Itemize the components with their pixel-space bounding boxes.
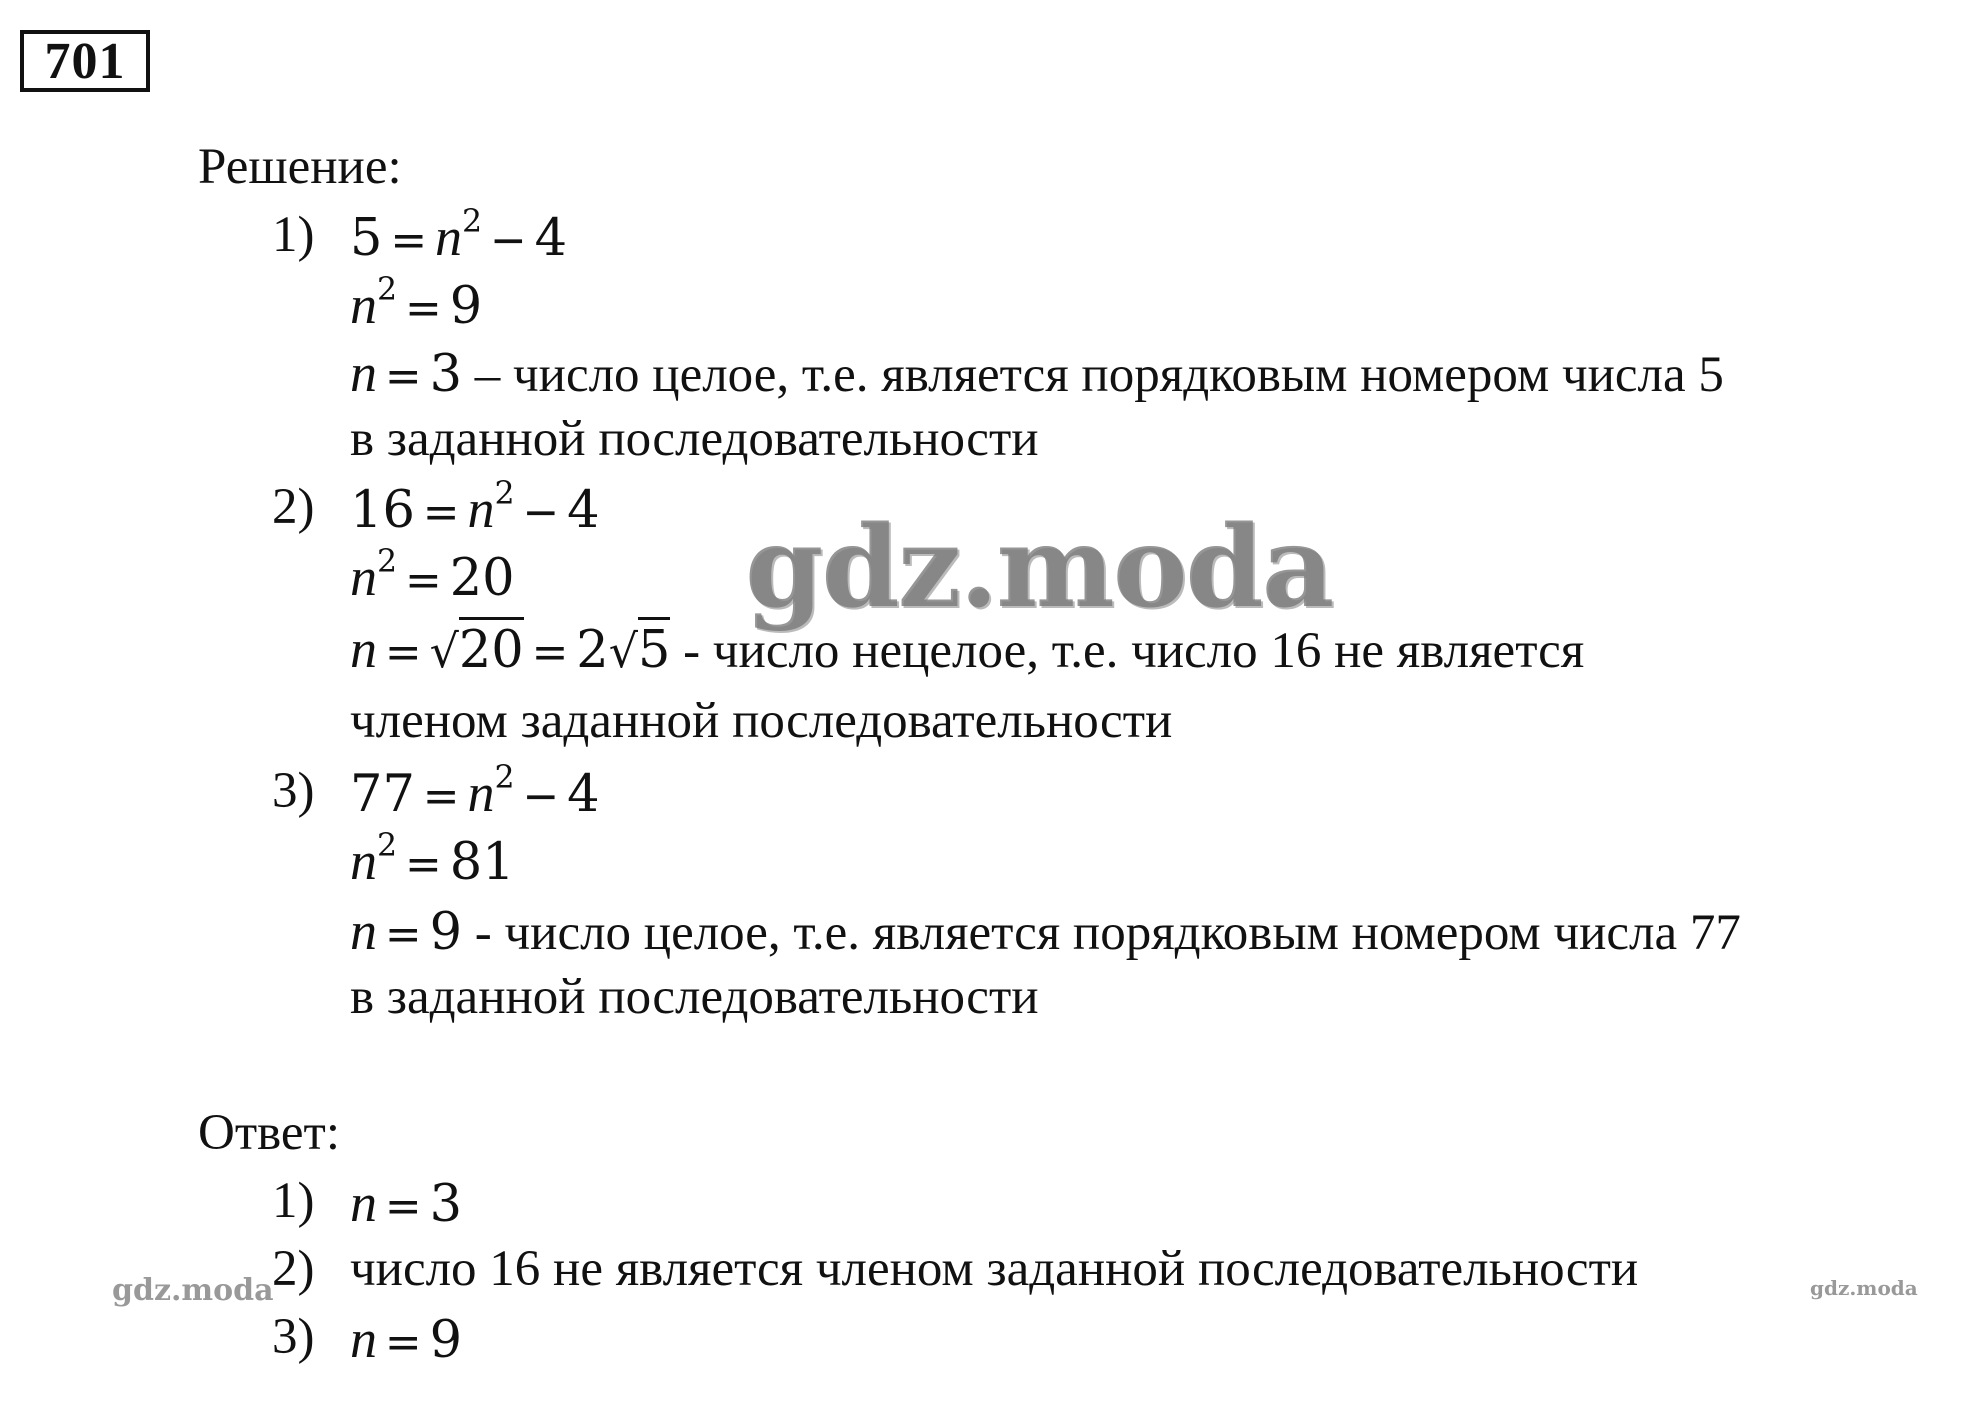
eq-lhs: 16 [350, 481, 415, 540]
step-3-square: $n^2 = 81$ [350, 828, 515, 892]
answer-2-index: 2) [272, 1241, 315, 1297]
exponent: 2 [494, 760, 515, 797]
step-3-index: 3) [272, 763, 315, 819]
answer-value: 3 [429, 1175, 463, 1234]
var-n: n [350, 1309, 378, 1369]
answer-3: n = 9 [350, 1309, 463, 1370]
var-n: n [350, 547, 378, 607]
step-1-square: $n^2 = 9$ [350, 272, 483, 336]
step-2-index: 2) [272, 479, 315, 535]
var-n: n [467, 763, 495, 823]
var-n: n [350, 275, 378, 335]
var-n: n [350, 831, 378, 891]
square-value: 20 [449, 549, 515, 608]
eq-lhs: 5 [350, 209, 383, 268]
exponent: 2 [377, 272, 398, 309]
square-value: 81 [449, 833, 515, 892]
step-1-result-cont: в заданной последовательности [350, 411, 1039, 467]
step-2-square: $n^2 = 20$ [350, 544, 515, 608]
result-value: 9 [429, 903, 463, 962]
step-1-result: n = 3 – число целое, т.е. является порядковым номером числа 5 [350, 343, 1724, 404]
step-3-result: n = 9 - число целое, т.е. является порядковым номером числа 77 [350, 901, 1741, 962]
sqrt-symbol-icon: √ [429, 624, 459, 678]
exponent: 2 [377, 828, 398, 865]
answer-3-index: 3) [272, 1309, 315, 1365]
solution-heading: Решение: [198, 139, 402, 195]
answer-heading: Ответ: [198, 1105, 340, 1161]
coefficient: 2 [576, 621, 609, 680]
answer-1: n = 3 [350, 1173, 463, 1234]
radicand: 5 [638, 617, 670, 680]
square-value: 9 [449, 277, 483, 336]
watermark-center: gdz.moda [745, 502, 1333, 633]
result-text: - число целое, т.е. является порядковым номером числа 77 [462, 905, 1741, 961]
step-1-index: 1) [272, 207, 315, 263]
exponent: 2 [494, 476, 515, 513]
var-n: n [434, 207, 463, 267]
eq-lhs: 77 [350, 765, 415, 824]
var-n: n [467, 479, 495, 539]
var-n: n [350, 619, 378, 679]
watermark-right: gdz.moda [1810, 1276, 1918, 1300]
step-3-result-cont: в заданной последовательности [350, 969, 1039, 1025]
answer-value: 9 [429, 1311, 463, 1370]
step-1-equation: $5 = n^2 - 4$ [350, 204, 568, 268]
sqrt-symbol-icon: √ [608, 624, 638, 678]
result-text: – число целое, т.е. является порядковым номером числа 5 [462, 347, 1724, 403]
eq-const: 4 [534, 209, 568, 268]
var-n: n [350, 1173, 378, 1233]
var-n: n [350, 343, 378, 403]
radicand: 20 [459, 617, 524, 680]
watermark-left: gdz.moda [112, 1273, 274, 1308]
step-3-equation: $77 = n^2 - 4$ [350, 760, 600, 824]
exponent: 2 [462, 204, 483, 241]
step-2-equation: $16 = n^2 - 4$ [350, 476, 600, 540]
step-2-result-cont: членом заданной последовательности [350, 693, 1173, 749]
eq-const: 4 [567, 481, 600, 540]
answer-1-index: 1) [272, 1173, 315, 1229]
exponent: 2 [377, 544, 398, 581]
answer-2: число 16 не является членом заданной последовательности [350, 1241, 1639, 1297]
var-n: n [350, 901, 378, 961]
result-text: - число нецелое, т.е. число 16 не является [670, 623, 1585, 679]
step-2-result: n = √20 = 2√5 - число нецелое, т.е. число 16 не является [350, 619, 1585, 680]
result-value: 3 [429, 345, 463, 404]
problem-number: 701 [20, 30, 150, 92]
eq-const: 4 [567, 765, 600, 824]
